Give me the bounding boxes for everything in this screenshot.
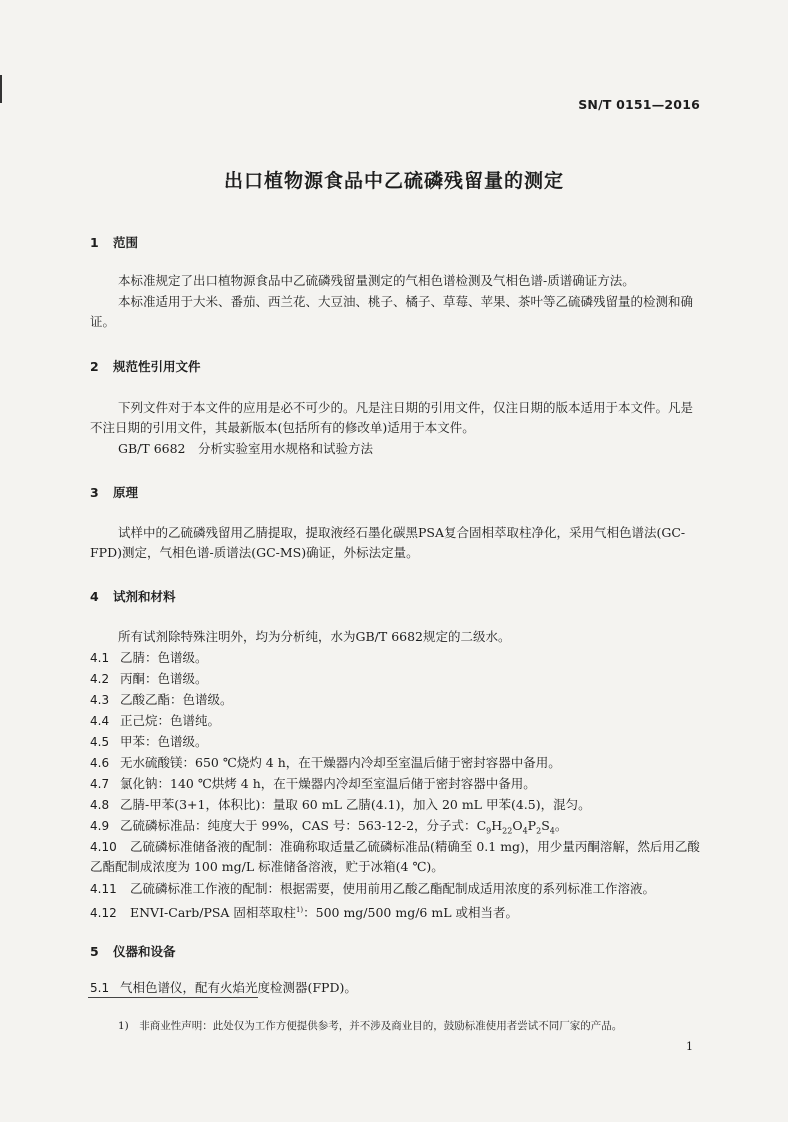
page-number: 1: [686, 1040, 693, 1053]
reagent-item: 4.7 氯化钠：140 ℃烘烤 4 h，在干燥器内冷却至室温后储于密封容器中备用。: [90, 776, 536, 791]
document-title: 出口植物源食品中乙硫磷残留量的测定: [223, 170, 564, 192]
reagent-item: 4.11 乙硫磷标准工作液的配制：根据需要，使用前用乙酸乙酯配制成适用浓度的系列标准工作溶液。: [90, 881, 656, 896]
footnote: 1) 非商业性声明：此处仅为工作方便提供参考，并不涉及商业目的，鼓励标准使用者尝试不同厂家的产品。: [118, 1020, 623, 1032]
reagent-item: 4.4 正己烷：色谱纯。: [90, 713, 221, 728]
section-3-paragraph-1: 试样中的乙硫磷残留用乙腈提取，提取液经石墨化碳黑PSA复合固相萃取柱净化，采用气相色谱法(GC-FPD)测定，气相色谱-质谱法(GC-MS)确证，外标法定量。: [90, 525, 686, 560]
scan-edge-mark: [0, 75, 2, 103]
section-4-heading: [90, 587, 176, 605]
reagent-item: 4.12 ENVI-Carb/PSA 固相萃取柱$^{1)}$：500 mg/500 mg/6 mL 或相当者。: [90, 905, 518, 921]
section-title: 仪器和设备: [113, 944, 176, 959]
section-title: 试剂和材料: [113, 589, 176, 604]
section-1-heading: [90, 233, 138, 251]
normative-reference: GB/T 6682 分析实验室用水规格和试验方法: [118, 441, 374, 456]
section-number: 2: [90, 359, 99, 374]
footnote-separator: [88, 997, 258, 998]
section-number: 4: [90, 589, 99, 604]
section-title: 规范性引用文件: [113, 359, 201, 374]
footnote-ref: 1): [295, 906, 304, 914]
section-title: 范围: [113, 235, 139, 250]
section-1-paragraph-1: 本标准规定了出口植物源食品中乙硫磷残留量测定的气相色谱检测及气相色谱-质谱确证方法。: [118, 273, 635, 288]
section-3-heading: [90, 483, 138, 501]
molecular-formula: $C_9H_{22}O_4P_2S_4$。: [476, 818, 568, 836]
reagent-item: 4.5 甲苯：色谱级。: [90, 734, 208, 749]
section-4-intro: 所有试剂除特殊注明外，均为分析纯，水为GB/T 6682规定的二级水。: [118, 629, 511, 644]
section-1-paragraph-2: 本标准适用于大米、番茄、西兰花、大豆油、桃子、橘子、草莓、苹果、茶叶等乙硫磷残留量的检测和确证。: [90, 294, 694, 329]
reagent-item: 4.8 乙腈-甲苯(3+1，体积比)：量取 60 mL 乙腈(4.1)，加入 20 mL 甲苯(4.5)，混匀。: [90, 797, 591, 812]
section-2-paragraph-1: 下列文件对于本文件的应用是必不可少的。凡是注日期的引用文件，仅注日期的版本适用于本文件。凡是不注日期的引用文件，其最新版本(包括所有的修改单)适用于本文件。: [90, 400, 694, 435]
reagent-item: 4.10 乙硫磷标准储备液的配制：准确称取适量乙硫磷标准品(精确至 0.1 mg)，用少量丙酮溶解，然后用乙酸乙酯配制成浓度为 100 mg/L 标准储备溶液，贮于冰箱(4 ℃)。: [90, 839, 700, 874]
section-2-heading: [90, 357, 201, 375]
section-5-heading: [90, 942, 176, 960]
section-title: 原理: [113, 485, 139, 500]
section-number: 5: [90, 944, 99, 959]
section-number: 1: [90, 235, 99, 250]
equipment-item: 5.1 气相色谱仪，配有火焰光度检测器(FPD)。: [90, 980, 357, 995]
reagent-item: 4.2 丙酮：色谱级。: [90, 671, 208, 686]
standard-code: SN/T 0151—2016: [578, 97, 700, 112]
reagent-item: 4.3 乙酸乙酯：色谱级。: [90, 692, 233, 707]
reagent-item: 4.1 乙腈：色谱级。: [90, 650, 208, 665]
reagent-item: 4.9 乙硫磷标准品：纯度大于 99%，CAS 号：563-12-2，分子式：$C_9H_{22}O_4P_2S_4$。: [90, 818, 568, 836]
section-number: 3: [90, 485, 99, 500]
reagent-item: 4.6 无水硫酸镁：650 ℃烧灼 4 h，在干燥器内冷却至室温后储于密封容器中备用。: [90, 755, 561, 770]
